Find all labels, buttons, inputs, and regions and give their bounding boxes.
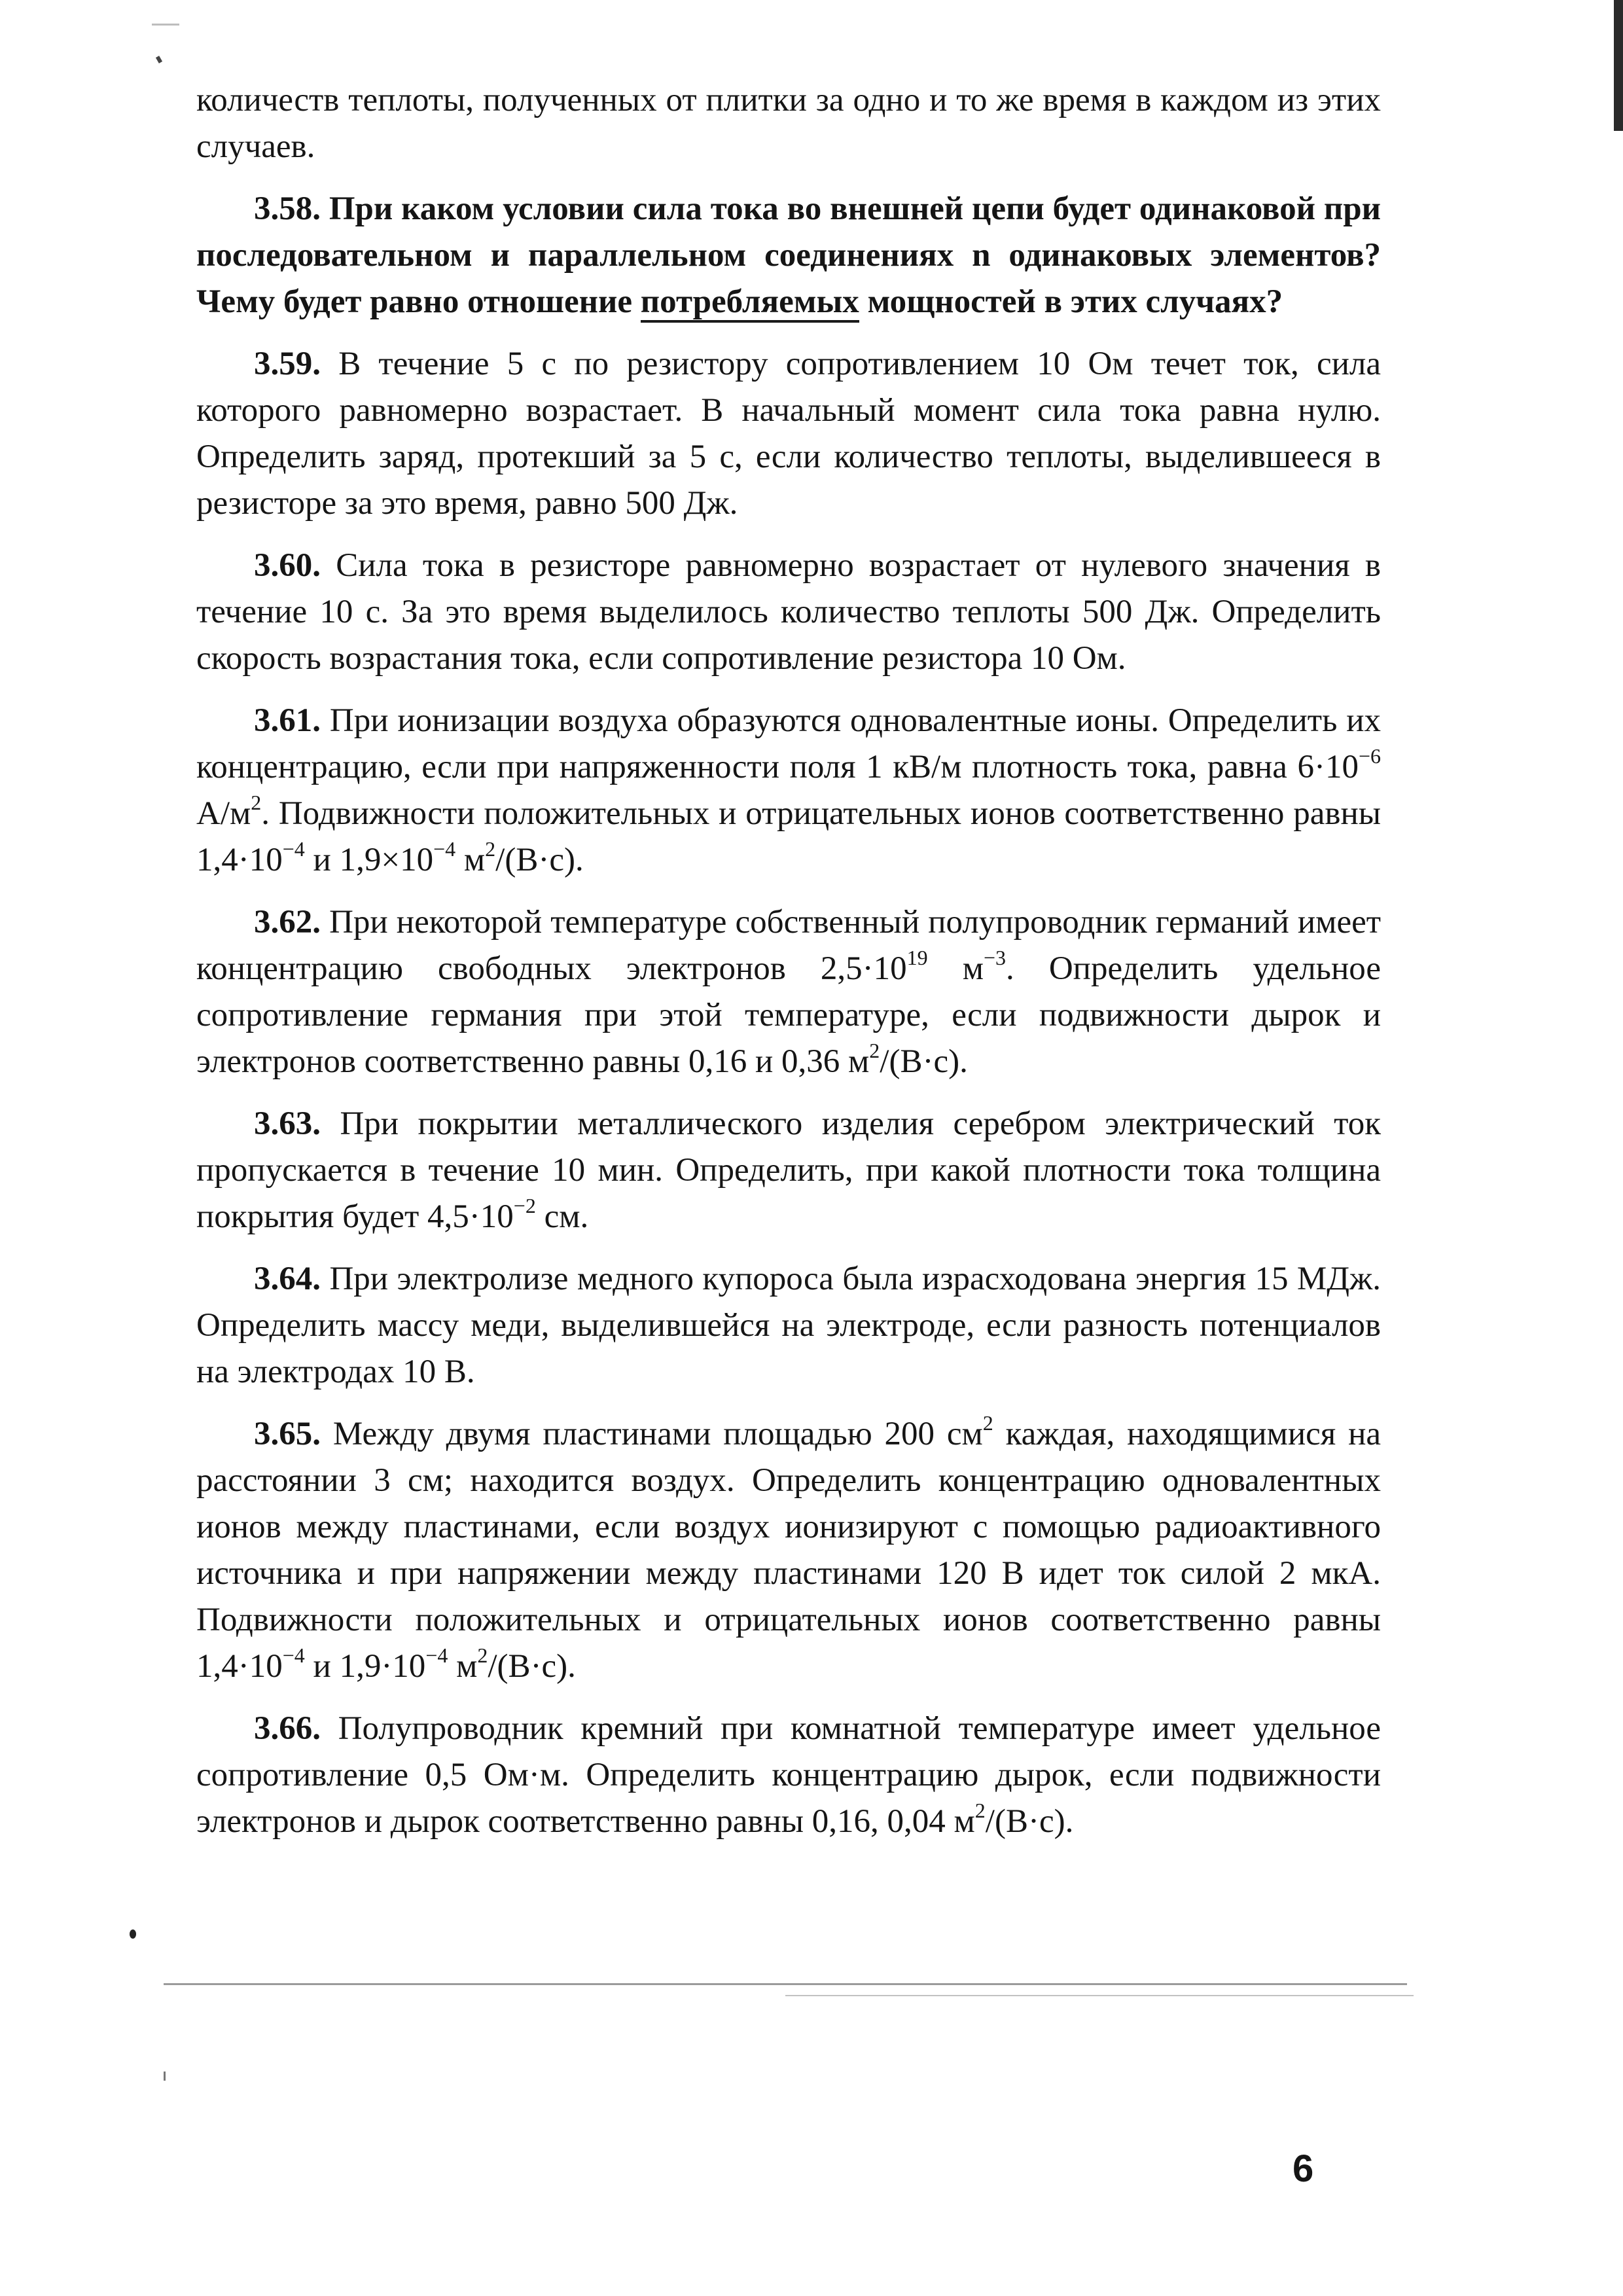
problem-3-59	[196, 341, 1381, 527]
problem-text: /(В·с).	[495, 842, 584, 878]
scan-artifact-dot	[130, 1929, 136, 1939]
exponent: 2	[251, 791, 262, 814]
problem-text: и 1,9·10	[304, 1648, 426, 1685]
exponent: −4	[282, 837, 305, 861]
problem-text: каждая, находящимися на расстоянии 3 см; находится воздух. Определить концентрацию одновалентных ионов между пластинами, если воздух ионизируют с помощью радиоактивного источника и при напряжении между пластинами 120 В идет ток силой 2 мкА. Подвижности положительных и отрицательных ионов соответственно равны 1,4·10	[196, 1416, 1381, 1685]
page-number: 6	[1293, 2147, 1314, 2190]
problem-text: При покрытии металлического изделия серебром электрический ток пропускается в течение 10 мин. Определить, при какой плотности тока толщина покрытия будет 4,5·10	[196, 1105, 1382, 1235]
exponent: −4	[433, 837, 456, 861]
exponent: 2	[974, 1799, 986, 1822]
problem-number: 3.62.	[254, 904, 321, 941]
scan-edge-shadow	[1614, 0, 1623, 131]
problem-3-65	[196, 1411, 1381, 1690]
problem-text: м	[927, 950, 984, 987]
problem-text: При ионизации воздуха образуются одновалентные ионы. Определить их концентрацию, если при напряженности поля 1 кВ/м плотность тока, равна 6·10	[196, 702, 1382, 785]
scan-artifact-top	[152, 24, 179, 26]
exponent: −6	[1358, 744, 1381, 768]
problem-3-61	[196, 698, 1381, 884]
bottom-divider	[164, 1983, 1407, 1985]
problem-3-64	[196, 1256, 1381, 1395]
problem-text: и 1,9×10	[304, 842, 434, 878]
problem-3-60	[196, 543, 1381, 682]
problem-text: . Определить удельное сопротивление германия при этой температуре, если подвижности дырок и электронов соответственно равны 0,16 и 0,36 м	[196, 950, 1381, 1080]
exponent: 2	[869, 1039, 880, 1062]
problem-text: м	[455, 842, 486, 878]
exponent: 2	[485, 837, 496, 861]
scan-artifact-mark	[164, 2072, 166, 2081]
problem-number: 3.59.	[254, 346, 321, 382]
exponent: −3	[983, 946, 1007, 969]
problem-text: В течение 5 с по резистору сопротивлением 10 Ом течет ток, сила которого равномерно возрастает. В начальный момент сила тока равна нулю. Определить заряд, протекший за 5 с, если количество теплоты, выделившееся в резисторе за это время, равно 500 Дж.	[196, 346, 1382, 522]
problem-text-underlined: потребляемых	[641, 283, 859, 323]
problem-text-block	[196, 77, 1381, 1861]
problem-text: /(В·с).	[985, 1803, 1074, 1840]
problem-number: 3.66.	[254, 1710, 321, 1747]
problem-text: При электролизе медного купороса была израсходована энергия 15 МДж. Определить массу меди, выделившейся на электроде, если разность потенциалов на электродах 10 В.	[196, 1261, 1382, 1390]
problem-text: см.	[535, 1198, 589, 1235]
problem-text: Полупроводник кремний при комнатной температуре имеет удельное сопротивление 0,5 Ом·м. Определить концентрацию дырок, если подвижности электронов и дырок соответственно равны 0,16, 0,04 м	[196, 1710, 1382, 1840]
problem-3-66	[196, 1706, 1381, 1845]
bottom-divider-faint	[785, 1995, 1414, 1996]
continuation-text: количеств теплоты, полученных от плитки за одно и то же время в каждом из этих случаев.	[196, 82, 1381, 165]
exponent: 2	[982, 1411, 993, 1435]
problem-text: А/м	[196, 795, 251, 832]
problem-text: . Подвижности положительных и отрицательных ионов соответственно равны 1,4·10	[196, 795, 1381, 878]
problem-number: 3.63.	[254, 1105, 321, 1142]
exponent: 19	[906, 946, 928, 969]
exponent: −4	[425, 1643, 448, 1667]
scan-artifact-tick	[156, 56, 162, 63]
problem-number: 3.65.	[254, 1416, 321, 1452]
problem-3-58	[196, 186, 1381, 325]
problem-text: /(В·с).	[488, 1648, 576, 1685]
problem-text: м	[448, 1648, 478, 1685]
exponent: −2	[513, 1194, 536, 1217]
problem-text: Сила тока в резисторе равномерно возрастает от нулевого значения в течение 10 с. За это время выделилось количество теплоты 500 Дж. Определить скорость возрастания тока, если сопротивление резистора 10 Ом.	[196, 547, 1382, 677]
problem-number: 3.60.	[254, 547, 321, 584]
problem-text: При каком условии сила тока во внешней цепи будет одинаковой при последовательном и параллельном соединениях n одинаковых элементов? Чему будет равно отношение	[196, 190, 1382, 320]
exponent: −4	[282, 1643, 305, 1667]
continuation-paragraph	[196, 77, 1381, 170]
problem-number: 3.64.	[254, 1261, 321, 1297]
problem-number: 3.58.	[254, 190, 321, 227]
problem-3-63	[196, 1101, 1381, 1240]
exponent: 2	[477, 1643, 488, 1667]
problem-number: 3.61.	[254, 702, 321, 739]
problem-3-62	[196, 899, 1381, 1085]
problem-text: Между двумя пластинами площадью 200 см	[332, 1416, 983, 1452]
problem-text: /(В·с).	[880, 1043, 968, 1080]
problem-text: При некоторой температуре собственный полупроводник германий имеет концентрацию свободных электронов 2,5·10	[196, 904, 1381, 987]
problem-text-tail: мощностей в этих случаях?	[867, 283, 1283, 320]
